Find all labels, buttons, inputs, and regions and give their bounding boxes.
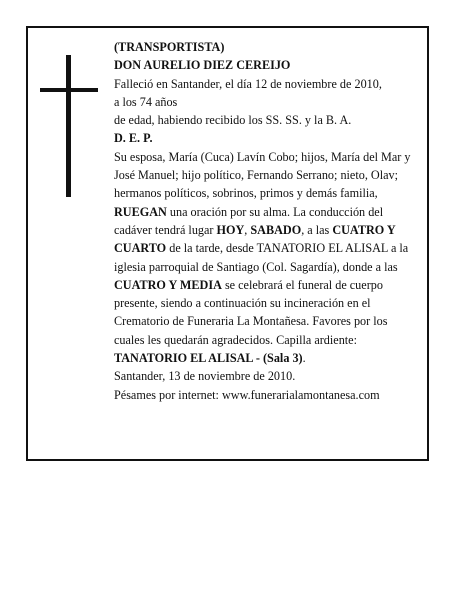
request-text-5: se celebrará el funeral de cuerpo presente, siendo a continuación su incineración en el Crematorio de Funeraria La Montañesa. Favores por los cuales les quedarán agradecidos. Capilla ardiente: [114,277,388,347]
request-text-1: una oración por su alma. La conducción del cadáver tendrá lugar [114,204,384,237]
condolences-line: Pésames por internet: www.funerarialamontanesa.com [114,387,380,402]
hoy-word: HOY [216,222,245,237]
request-text-3: , a las [301,222,333,237]
request-text-2: , [244,222,251,237]
occupation: (TRANSPORTISTA) [114,40,225,54]
death-line-2: a los 74 años [114,94,178,109]
deceased-name: DON AURELIO DIEZ CEREIJO [114,58,291,73]
request-text-6: . [302,351,306,366]
sabado-word: SABADO [250,222,302,237]
death-line-1: Falleció en Santander, el día 12 de noviembre de 2010, [114,76,382,91]
rip-line: D. E. P. [114,131,153,146]
date-place-line: Santander, 13 de noviembre de 2010. [114,369,296,384]
cross-icon [40,55,98,197]
time-procession: CUATRO Y CUARTO [114,222,396,256]
obituary-text [114,38,416,404]
request-paragraph [114,203,416,368]
time-funeral: CUATRO Y MEDIA [114,277,222,292]
sacraments-line: de edad, habiendo recibido los SS. SS. y la B. A. [114,113,352,128]
chapel-location: TANATORIO EL ALISAL - (Sala 3) [114,351,303,366]
cross-horizontal-bar [40,88,98,92]
ruegan-word: RUEGAN [114,204,167,219]
cross-vertical-bar [66,55,71,197]
family-paragraph: Su esposa, María (Cuca) Lavín Cobo; hijos, María del Mar y José Manuel; hijo político, Fernando Serrano; nieto, Olav; hermanos políticos, sobrinos, primos y demás familia, [114,149,411,201]
request-text-4: de la tarde, desde TANATORIO EL ALISAL a la iglesia parroquial de Santiago (Col. Sagardía), donde a las [114,241,409,274]
